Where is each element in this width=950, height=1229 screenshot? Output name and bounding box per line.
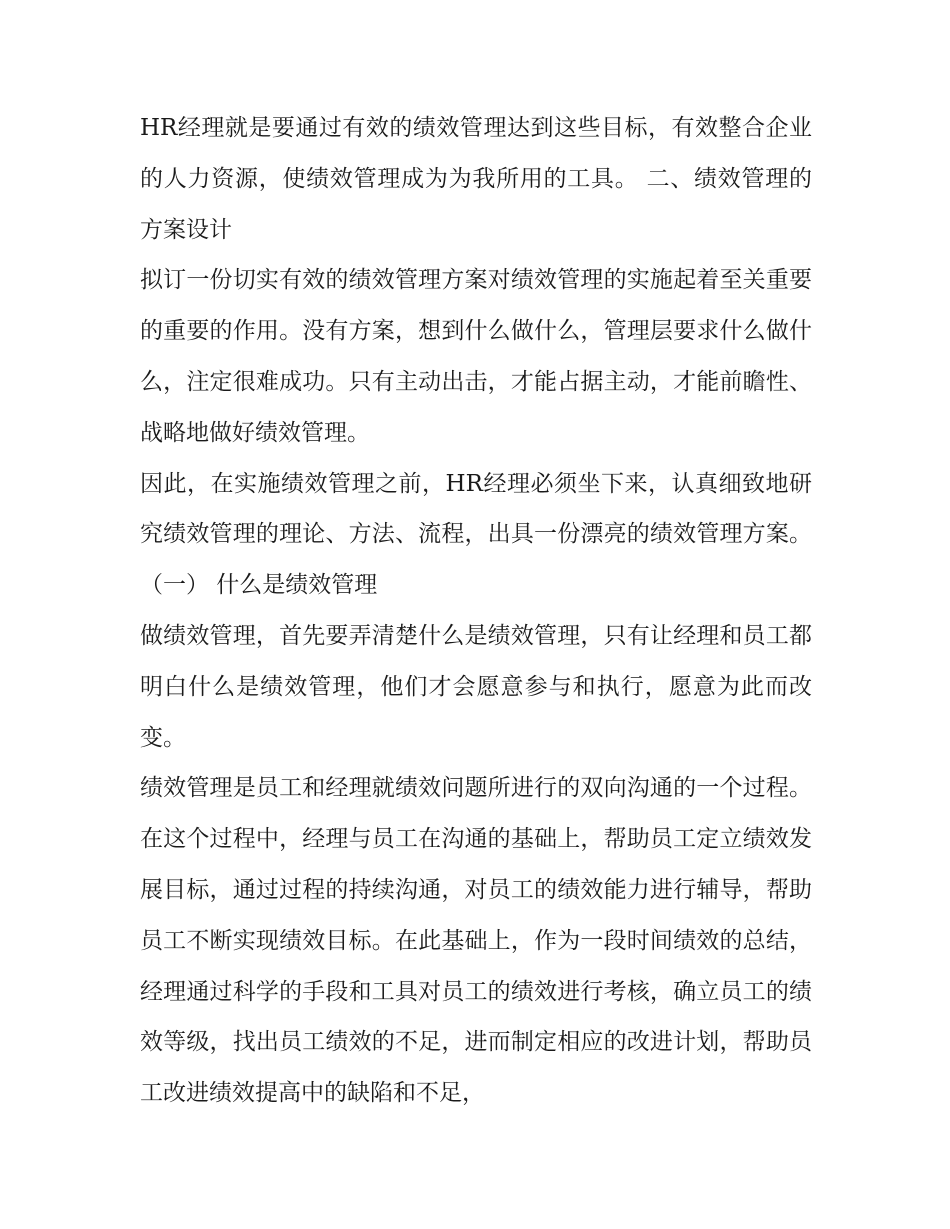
paragraph-before-implementation: 因此，在实施绩效管理之前，HR经理必须坐下来，认真细致地研究绩效管理的理论、方法、流程，出具一份漂亮的绩效管理方案。 （一） 什么是绩效管理	[140, 470, 812, 599]
paragraph-plan-importance: 拟订一份切实有效的绩效管理方案对绩效管理的实施起着至关重要的重要的作用。没有方案，想到什么做什么，管理层要求什么做什么，注定很难成功。只有主动出击，才能占据主动，才能前瞻性、战略地做好绩效管理。	[140, 267, 812, 446]
paragraph-understand-performance: 做绩效管理，首先要弄清楚什么是绩效管理，只有让经理和员工都明白什么是绩效管理，他们才会愿意参与和执行，愿意为此而改变。	[140, 622, 812, 751]
paragraph-hr-goals: HR经理就是要通过有效的绩效管理达到这些目标，有效整合企业的人力资源，使绩效管理成为为我所用的工具。 二、绩效管理的方案设计	[140, 115, 812, 243]
document-page	[140, 103, 812, 1119]
paragraph-definition: 绩效管理是员工和经理就绩效问题所进行的双向沟通的一个过程。在这个过程中，经理与员工在沟通的基础上，帮助员工定立绩效发展目标，通过过程的持续沟通，对员工的绩效能力进行辅导，帮助员工不断实现绩效目标。在此基础上，作为一段时间绩效的总结，经理通过科学的手段和工具对员工的绩效进行考核，确立员工的绩效等级，找出员工绩效的不足，进而制定相应的改进计划，帮助员工改进绩效提高中的缺陷和不足，	[140, 775, 812, 1107]
